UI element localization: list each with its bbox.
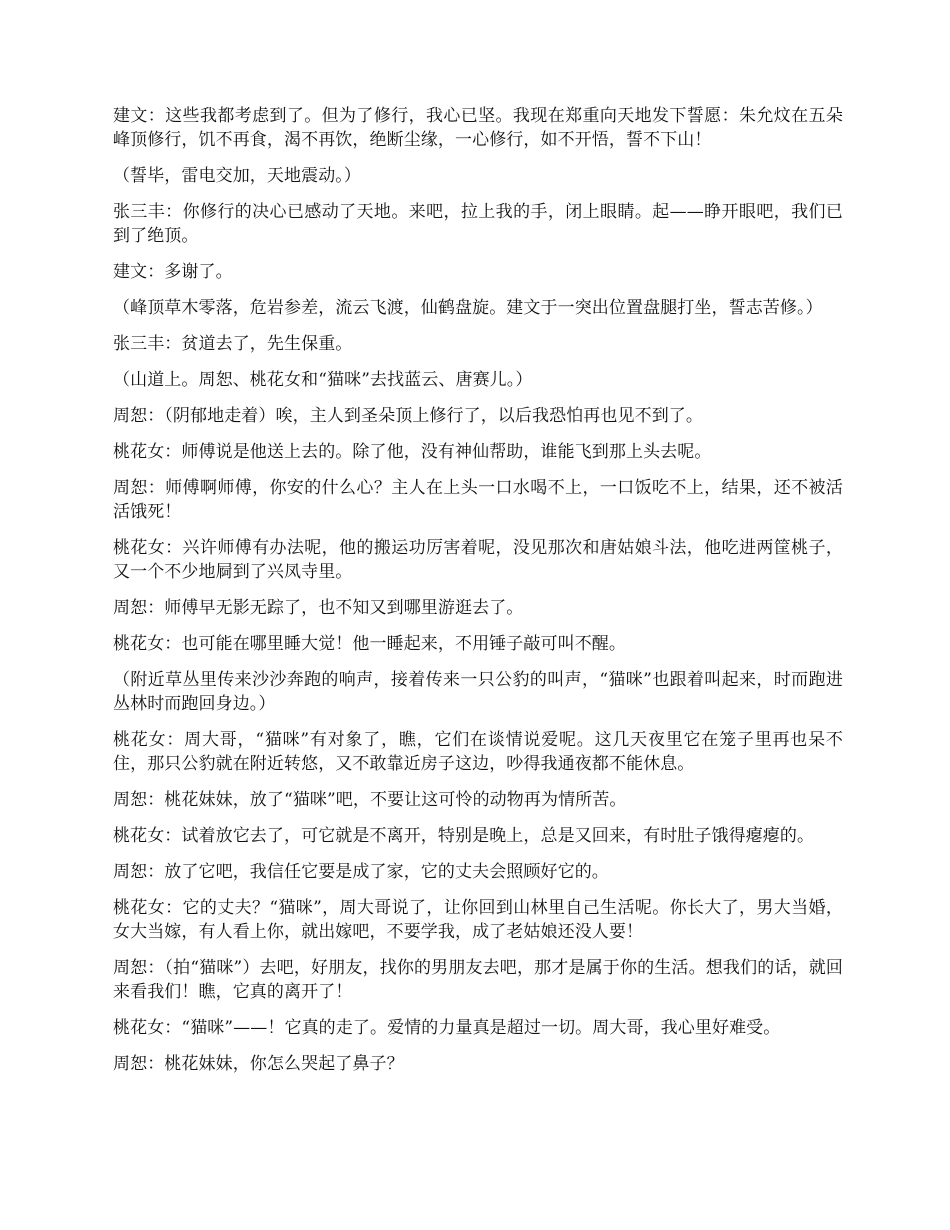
paragraph: 桃花女：师傅说是他送上去的。除了他，没有神仙帮助，谁能飞到那上头去呢。 (113, 442, 712, 462)
paragraph: 桃花女：它的丈夫？“猫咪”，周大哥说了，让你回到山林里自己生活呢。你长大了，男大当婚，女大当嫁，有人看上你，就出嫁吧，不要学我，成了老姑娘还没人要！ (113, 898, 843, 942)
paragraph: 建文：多谢了。 (113, 262, 233, 282)
paragraph: 桃花女：试着放它去了，可它就是不离开，特别是晚上，总是又回来，有时肚子饿得瘪瘪的。 (113, 826, 815, 846)
document-body (113, 104, 843, 1088)
paragraph: 周恕：（阴郁地走着）唉，主人到圣朵顶上修行了，以后我恐怕再也见不到了。 (113, 406, 703, 426)
paragraph: 桃花女：周大哥，“猫咪”有对象了，瞧，它们在谈情说爱呢。这几天夜里它在笼子里再也呆不住，那只公豹就在附近转悠，又不敢靠近房子这边，吵得我通夜都不能休息。 (113, 730, 843, 774)
paragraph: 周恕：（拍“猫咪”）去吧，好朋友，找你的男朋友去吧，那才是属于你的生活。想我们的话，就回来看我们！瞧，它真的离开了！ (113, 958, 843, 1002)
paragraph: 周恕：放了它吧，我信任它要是成了家，它的丈夫会照顾好它的。 (113, 862, 609, 882)
paragraph: （附近草丛里传来沙沙奔跑的响声，接着传来一只公豹的叫声，“猫咪”也跟着叫起来，时而跑进丛林时而跑回身边。） (113, 670, 843, 714)
paragraph: 周恕：师傅早无影无踪了，也不知又到哪里游逛去了。 (113, 598, 524, 618)
paragraph: 张三丰：你修行的决心已感动了天地。来吧，拉上我的手，闭上眼睛。起——睁开眼吧，我们已到了绝顶。 (113, 202, 843, 246)
paragraph: 桃花女：兴许师傅有办法呢，他的搬运功厉害着呢，没见那次和唐姑娘斗法，他吃进两筐桃子，又一个不少地屙到了兴凤寺里。 (113, 538, 843, 582)
paragraph: 建文：这些我都考虑到了。但为了修行，我心已坚。我现在郑重向天地发下誓愿：朱允炆在五朵峰顶修行，饥不再食，渴不再饮，绝断尘缘，一心修行，如不开悟，誓不下山！ (113, 106, 843, 150)
paragraph: 周恕：桃花妹妹，你怎么哭起了鼻子？ (113, 1054, 404, 1074)
paragraph: （誓毕，雷电交加，天地震动。） (113, 166, 361, 186)
paragraph: （山道上。周恕、桃花女和“猫咪”去找蓝云、唐赛儿。） (113, 370, 533, 390)
paragraph: 周恕：师傅啊师傅，你安的什么心？主人在上头一口水喝不上，一口饭吃不上，结果，还不被活活饿死！ (113, 478, 843, 522)
paragraph: （峰顶草木零落，危岩参差，流云飞渡，仙鹤盘旋。建文于一突出位置盘腿打坐，誓志苦修。） (113, 298, 823, 318)
paragraph: 桃花女：“猫咪”——！它真的走了。爱情的力量真是超过一切。周大哥，我心里好难受。 (113, 1018, 781, 1038)
paragraph: 桃花女：也可能在哪里睡大觉！他一睡起来，不用锤子敲可叫不醒。 (113, 634, 626, 654)
paragraph: 张三丰：贫道去了，先生保重。 (113, 334, 353, 354)
paragraph: 周恕：桃花妹妹，放了“猫咪”吧，不要让这可怜的动物再为情所苦。 (113, 790, 627, 810)
